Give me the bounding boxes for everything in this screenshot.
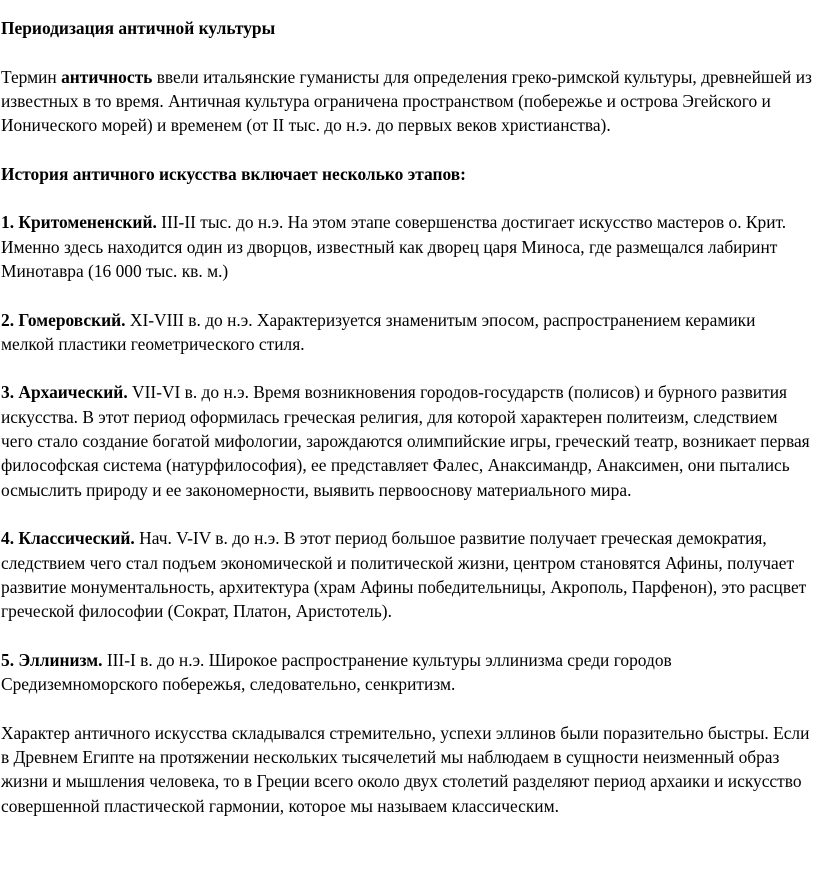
conclusion-paragraph: Характер античного искусства складывался стремительно, успехи эллинов были поразительно быстры. Если в Древнем Египте на протяжении нескольких тысячелетий мы наблюдаем в сущности неизменный образ жизни и мышления человека, то в Греции всего около двух столетий разделяют период архаики и искусство совершенной пластической гармонии, которое мы называем классическим. <box>1 722 810 816</box>
stage-text-5: III-I в. до н.э. Широкое распространение культуры эллинизма среди городов Средиземноморского побережья, следовательно, сенкритизм. <box>1 649 672 695</box>
stage-text-1: III-II тыс. до н.э. На этом этапе совершенства достигает искусство мастеров о. Крит. Именно здесь находится один из дворцов, известный как дворец царя Миноса, где размещался лабиринт Минотавра (16 000 тыс. кв. м.) <box>1 212 787 281</box>
spacer <box>1 186 812 210</box>
stage-name-4: 4. Классический. <box>1 528 135 549</box>
spacer <box>1 137 812 161</box>
stage-name-1: 1. Критомененский. <box>1 212 157 233</box>
intro-before: Термин <box>1 66 62 87</box>
spacer <box>1 283 812 307</box>
stage-paragraph-2 <box>1 308 812 357</box>
intro-after: ввели итальянские гуманисты для определения греко-римской культуры, древнейшей из известных в то время. Античная культура ограничена пространством (побережье и острова Эгейского и Ионического морей) и временем (от II тыс. до н.э. до первых веков христианства). <box>1 66 812 136</box>
spacer <box>1 502 812 526</box>
stage-paragraph-4 <box>1 526 812 623</box>
spacer <box>1 696 812 720</box>
stage-paragraph-3 <box>1 380 812 501</box>
intro-paragraph <box>1 65 812 138</box>
stage-text-2: XI-VIII в. до н.э. Характеризуется знаменитым эпосом, распространением керамики мелкой пластики геометрического стиля. <box>1 309 756 354</box>
stage-paragraph-5 <box>1 648 812 697</box>
stage-name-3: 3. Архаический. <box>1 382 128 403</box>
document-title: Периодизация античной культуры <box>1 18 276 38</box>
stage-paragraph-1 <box>1 210 812 283</box>
spacer <box>1 40 812 64</box>
stage-name-5: 5. Эллинизм. <box>1 649 103 670</box>
stage-text-4: Нач. V-IV в. до н.э. В этот период большое развитие получает греческая демократия, следствием чего стал подъем экономической и политической жизни, центром становятся Афины, получает развитие монументальность, архитектура (храм Афины победительницы, Акрополь, Парфенон), это расцвет греческой философии (Сократ, Платон, Аристотель). <box>1 528 807 622</box>
stage-name-2: 2. Гомеровский. <box>1 309 126 330</box>
intro-term: античность <box>61 66 153 87</box>
spacer <box>1 623 812 647</box>
spacer <box>1 356 812 380</box>
stages-heading: История античного искусства включает несколько этапов: <box>1 163 466 184</box>
stage-text-3: VII-VI в. до н.э. Время возникновения городов-государств (полисов) и бурного развития искусства. В этот период оформилась греческая религия, для которой характерен политеизм, следствием чего стало создание богатой мифологии, зарождаются олимпийские игры, греческий театр, возникает первая философская система (натурфилософия), ее представляет Фалес, Анаксимандр, Анаксимен, они пытались осмыслить природу и ее закономерности, выявить первооснову материального мира. <box>1 382 810 500</box>
